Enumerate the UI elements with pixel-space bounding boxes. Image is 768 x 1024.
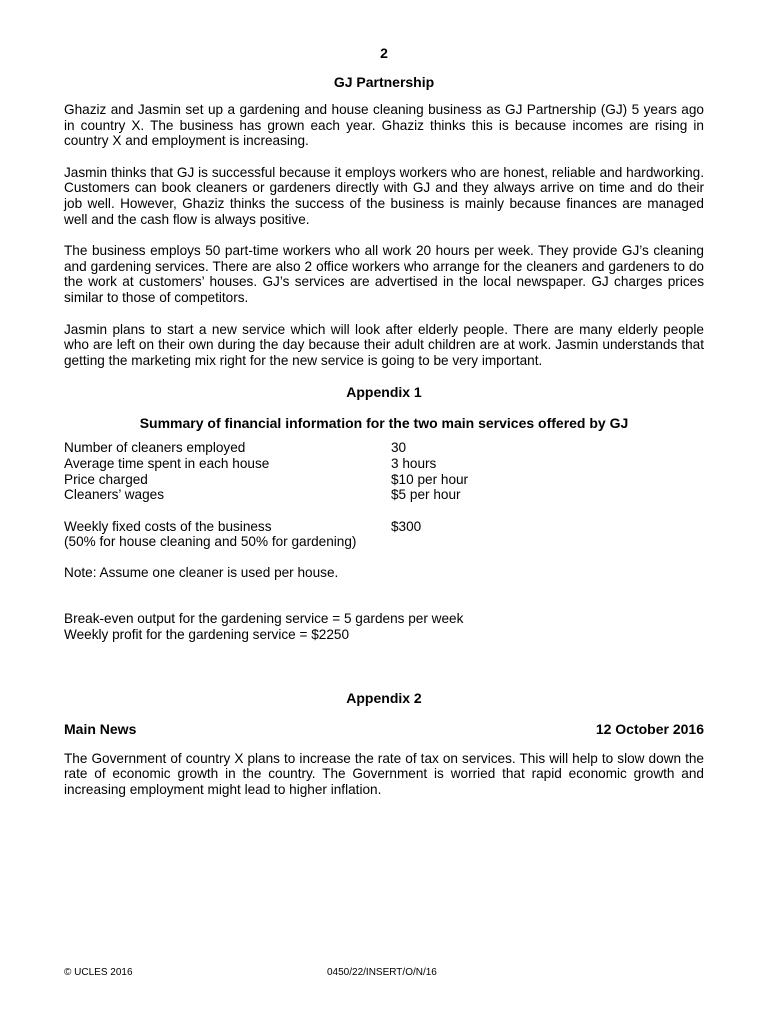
row-label: Weekly fixed costs of the business: [64, 518, 272, 534]
table-row: [64, 472, 704, 488]
row-value: 30: [391, 440, 407, 456]
news-header: [64, 720, 704, 738]
cleaner-note: Note: Assume one cleaner is used per house.: [64, 564, 339, 580]
table-row: [64, 440, 704, 456]
row-label: Number of cleaners employed: [64, 440, 246, 456]
row-value: 3 hours: [391, 455, 437, 471]
news-date: 12 October 2016: [595, 720, 704, 737]
paragraph-intro: Ghaziz and Jasmin set up a gardening and house cleaning business as GJ Partnership (GJ) 5 years ago in country X. The business has grown each year. Ghaziz thinks this is because incomes are rising in country X and employment is increasing.: [64, 102, 704, 149]
appendix1-heading: Appendix 1: [346, 384, 422, 401]
paragraph-employees: The business employs 50 part-time workers who all work 20 hours per week. They provide GJ’s cleaning and gardening services. There are also 2 office workers who arrange for the cleaners and gardeners to do the work at customers’ houses. GJ’s services are advertised in the local newspaper. GJ charges prices similar to those of competitors.: [64, 243, 704, 305]
document-title: GJ Partnership: [333, 74, 435, 90]
copyright-notice: © UCLES 2016: [64, 967, 133, 978]
fixed-costs-note: (50% for house cleaning and 50% for gardening): [64, 534, 357, 550]
table-row: [64, 487, 704, 503]
page-number: 2: [380, 45, 388, 61]
row-value: $10 per hour: [391, 471, 469, 487]
table-row-fixed-costs: [64, 519, 704, 535]
appendix2-heading: Appendix 2: [346, 689, 422, 706]
appendix1-subheading: Summary of financial information for the two main services offered by GJ: [139, 415, 629, 432]
document-page: [64, 44, 704, 797]
news-title: Main News: [64, 720, 137, 737]
table-row: [64, 456, 704, 472]
table-row-fixed-costs-note: [64, 534, 704, 550]
profit-line: Weekly profit for the gardening service = $2250: [64, 627, 350, 643]
paragraph-new-service: Jasmin plans to start a new service which will look after elderly people. There are many elderly people who are left on their own during the day because their adult children are at work. Jasmin understands that getting the marketing mix right for the new service is going to be very important.: [64, 321, 704, 368]
breakeven-line: Break-even output for the gardening service = 5 gardens per week: [64, 611, 464, 627]
news-article: The Government of country X plans to increase the rate of tax on services. This will help to slow down the rate of economic growth in the country. The Government is worried that rapid economic growth and increasing employment might lead to higher inflation.: [64, 750, 704, 797]
row-label: Average time spent in each house: [64, 455, 270, 471]
row-label: Cleaners’ wages: [64, 487, 164, 503]
row-value: $5 per hour: [391, 487, 461, 503]
row-value: $300: [391, 518, 422, 534]
row-label: Price charged: [64, 471, 148, 487]
financial-summary-table: [64, 440, 704, 550]
document-code: 0450/22/INSERT/O/N/16: [327, 967, 437, 978]
paragraph-jasmin-success: Jasmin thinks that GJ is successful because it employs workers who are honest, reliable and hardworking. Customers can book cleaners or gardeners directly with GJ and they always arrive on time and do their job well. However, Ghaziz thinks the success of the business is mainly because finances are managed well and the cash flow is always positive.: [64, 164, 704, 227]
